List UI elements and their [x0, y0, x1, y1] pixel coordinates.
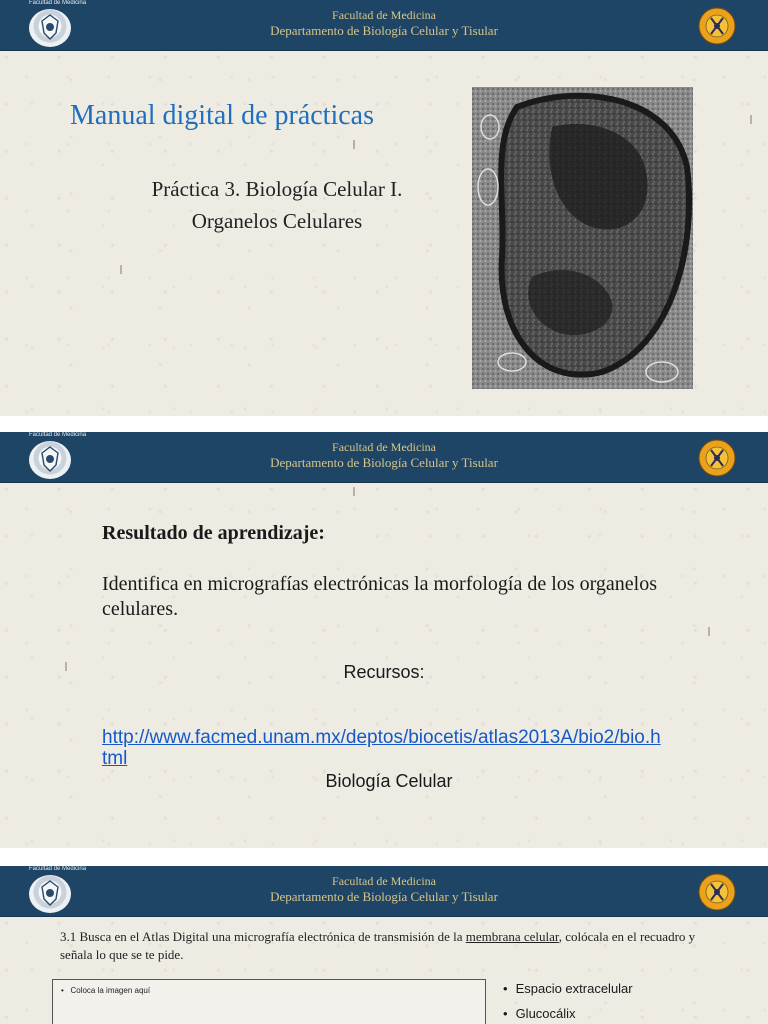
- list-item: • Espacio extracelular: [503, 981, 633, 1006]
- exercise-instruction: [60, 928, 710, 964]
- placeholder-label: Coloca la imagen aquí: [70, 986, 151, 995]
- department-logo-icon: [697, 872, 737, 912]
- faculty-name: Facultad de Medicina: [332, 8, 436, 22]
- department-name: Departamento de Biología Celular y Tisular: [270, 455, 498, 470]
- practice-subtitle: [107, 173, 447, 237]
- faculty-small-label: Facultad de Medicina: [29, 432, 87, 438]
- instruction-text: 3.1 Busca en el Atlas Digital una micrografía electrónica de transmisión de la: [60, 929, 466, 944]
- resource-name: Biología Celular: [325, 771, 453, 791]
- header-banner: [0, 432, 768, 483]
- paper-fiber: [120, 265, 122, 274]
- paper-fiber: [750, 115, 752, 124]
- list-item: • Glucocálix: [503, 1006, 633, 1024]
- faculty-small-label: Facultad de Medicina: [29, 0, 87, 6]
- electron-micrograph: [472, 87, 693, 389]
- header-banner: [0, 866, 768, 917]
- faculty-small-label: Facultad de Medicina: [29, 866, 87, 872]
- learning-outcome-text: Identifica en micrografías electrónicas la morfología de los organelos celulares.: [102, 573, 657, 620]
- resources-heading: Recursos:: [343, 662, 425, 682]
- department-name: Departamento de Biología Celular y Tisular: [270, 23, 498, 38]
- paper-fiber: [65, 662, 67, 671]
- slide-learning-outcome: [0, 432, 768, 848]
- faculty-name: Facultad de Medicina: [332, 874, 436, 888]
- instruction-text-end: , colócala en el recuadro y señala lo que se te pide.: [60, 929, 696, 962]
- paper-fiber: [708, 627, 710, 636]
- instruction-keyword: membrana celular: [465, 929, 559, 944]
- department-logo-icon: [697, 6, 737, 46]
- paper-fiber: [353, 487, 355, 496]
- image-placeholder-text: • Coloca la imagen aquí: [61, 986, 151, 995]
- slide-title: [0, 0, 768, 416]
- atlas-link[interactable]: http://www.facmed.unam.mx/deptos/biocetis/atlas2013A/bio2/bio.html: [102, 727, 661, 769]
- subtitle-line-1: Práctica 3. Biología Celular I.: [151, 177, 403, 201]
- paper-fiber: [353, 140, 355, 149]
- terms-list: [503, 981, 633, 1024]
- image-placeholder-box[interactable]: [52, 979, 486, 1024]
- department-name: Departamento de Biología Celular y Tisular: [270, 889, 498, 904]
- faculty-name: Facultad de Medicina: [332, 440, 436, 454]
- learning-outcome-heading: Resultado de aprendizaje:: [102, 522, 325, 544]
- department-logo-icon: [697, 438, 737, 478]
- slide-exercise: [0, 866, 768, 1024]
- page-title: Manual digital de prácticas: [70, 100, 374, 131]
- header-banner: [0, 0, 768, 51]
- subtitle-line-2: Organelos Celulares: [191, 209, 363, 233]
